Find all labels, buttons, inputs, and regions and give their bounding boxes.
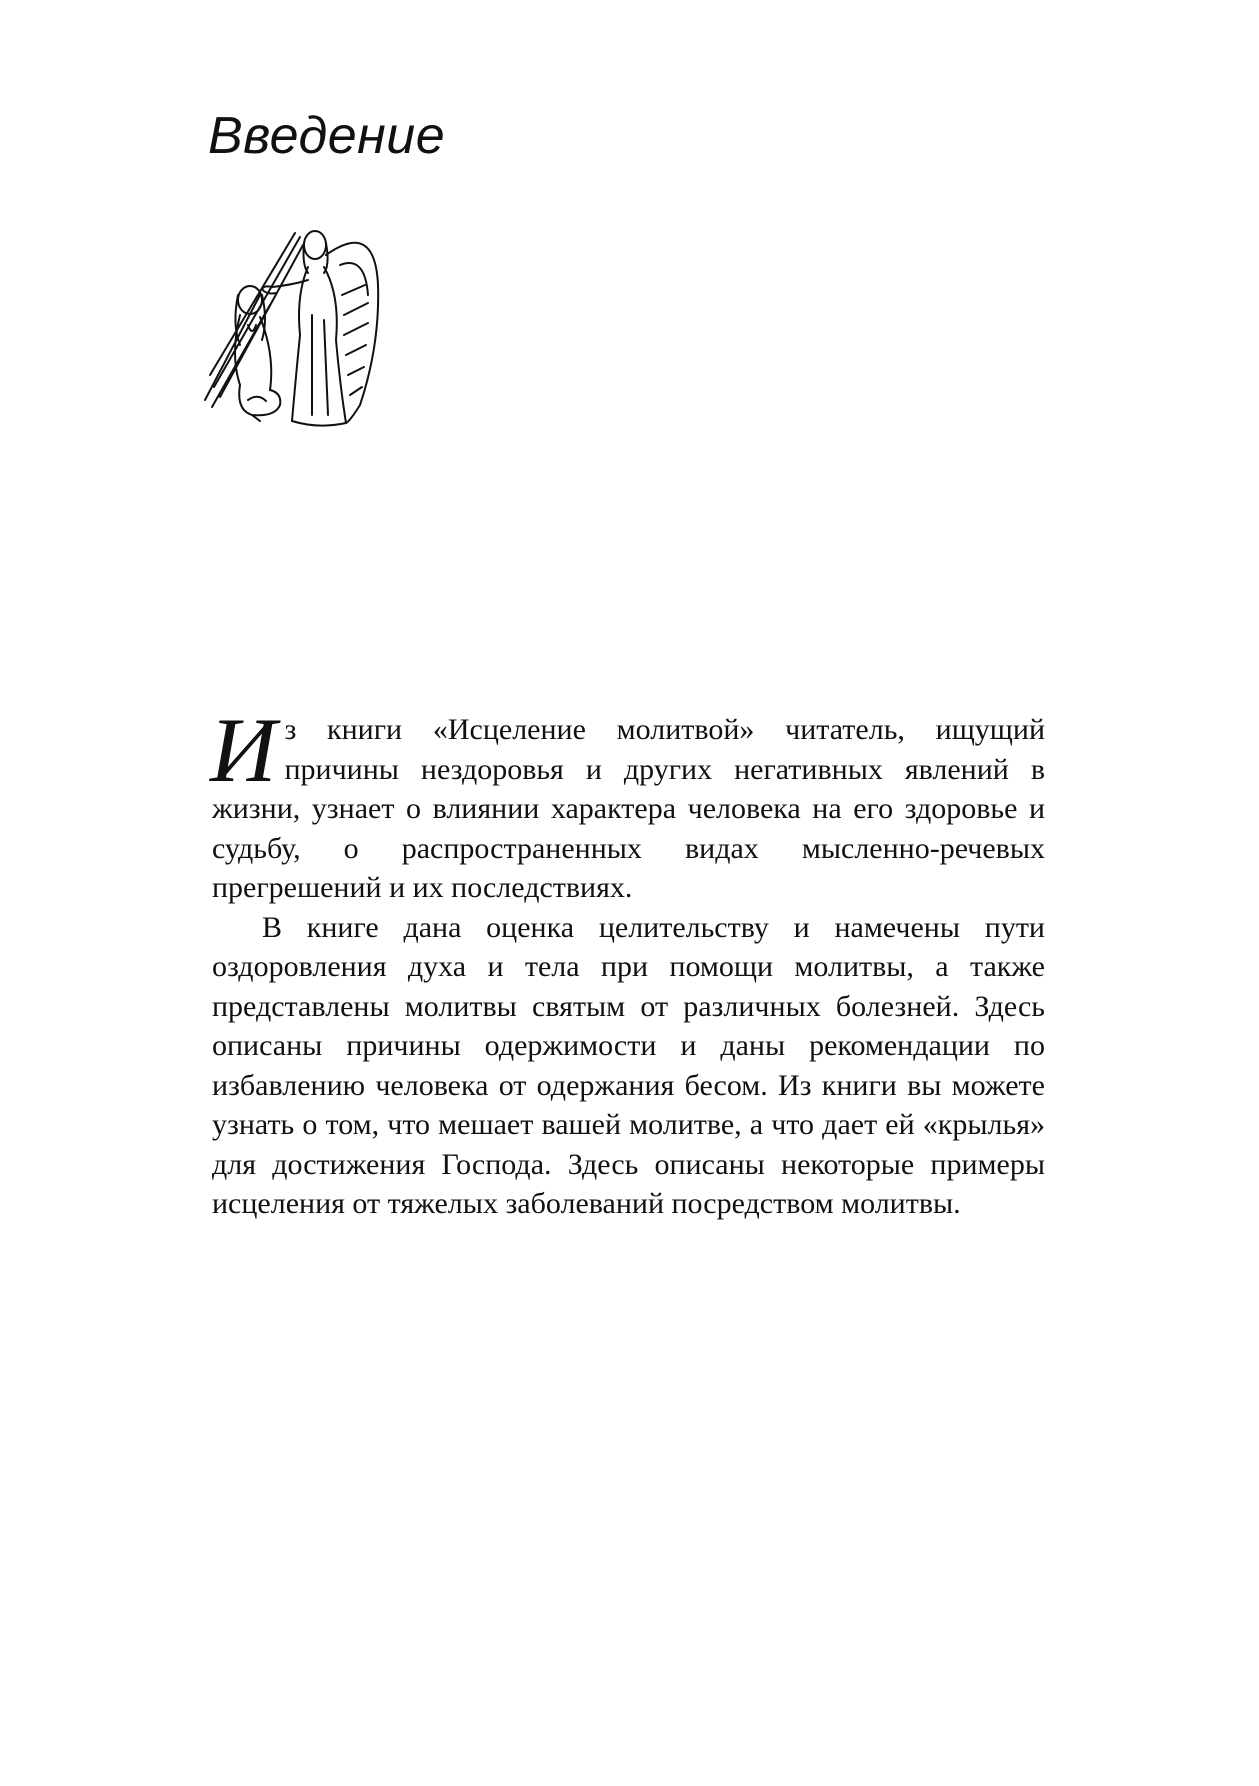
drop-cap: И: [210, 699, 277, 801]
paragraph-2: В книге дана оценка целительству и намечены пути оздоровления духа и тела при помощи молитвы, а также представлены молитвы святым от различных болезней. Здесь описаны причины одержимости и даны рекомендации по избавлению человека от одержания бесом. Из книги вы можете узнать о том, что мешает вашей молитве, а что дает ей «крылья» для достижения Господа. Здесь описаны некоторые примеры исцеления от тяжелых заболеваний посредством молитвы.: [212, 910, 1045, 1220]
page-title: Введение: [208, 107, 446, 165]
angel-and-kneeling-woman-illustration: [200, 225, 410, 435]
paragraph-1: [210, 699, 1045, 908]
paragraph-1-text: з книги «Исцеление молитвой» читатель, ищущий причины нездоровья и других негативных явлений в жизни, узнает о влиянии характера человека на его здоровье и судьбу, о распространенных видах мысленно-речевых прегрешений и их последствиях.: [212, 713, 1045, 904]
introduction-text: [210, 699, 1045, 1224]
